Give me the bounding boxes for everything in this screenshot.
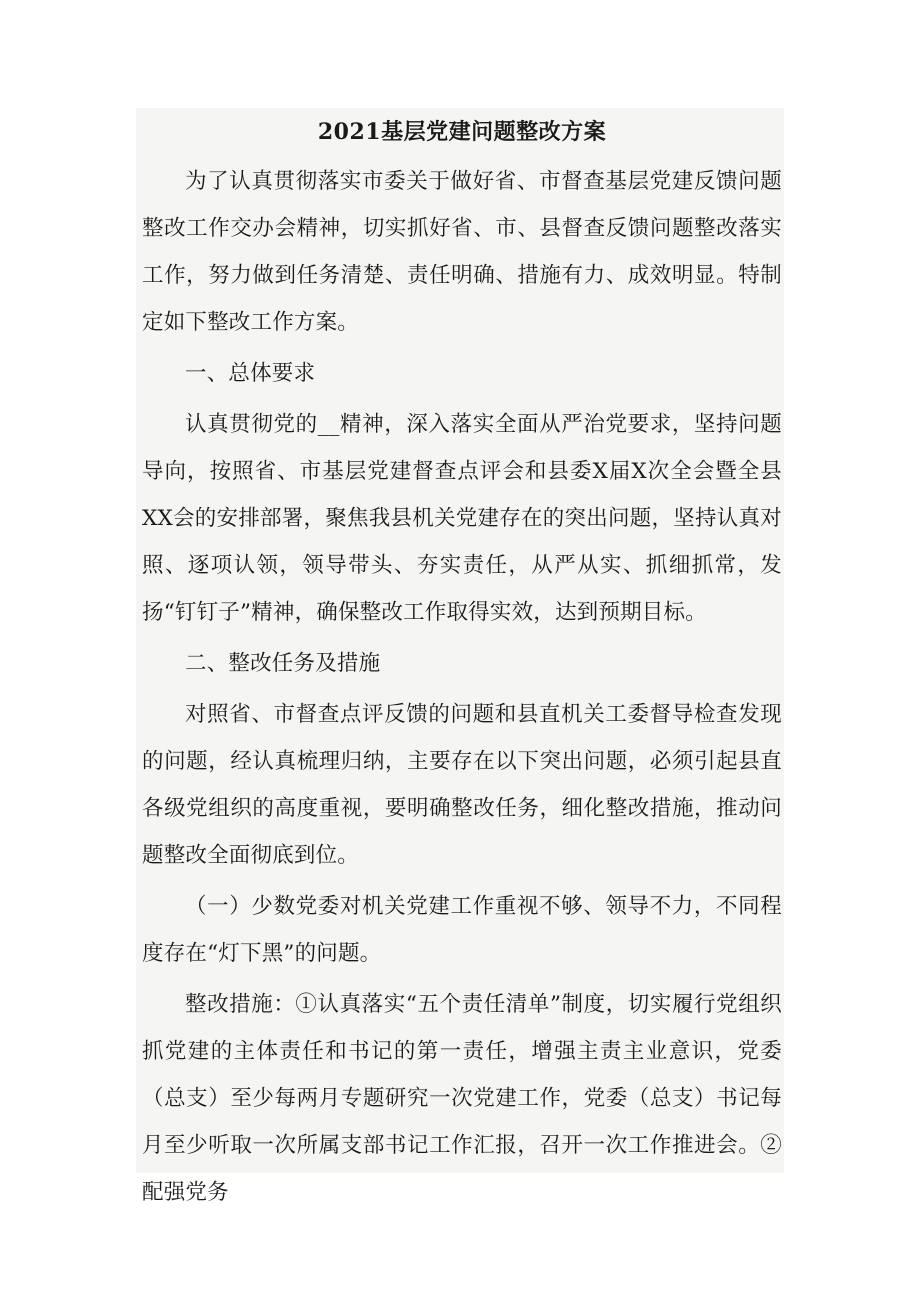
paragraph-intro: 为了认真贯彻落实市委关于做好省、市督查基层党建反馈问题整改工作交办会精神，切实抓好省、市、县督查反馈问题整改落实工作，努力做到任务清楚、责任明确、措施有力、成效明显。特制定如下整改工作方案。 (142, 169, 782, 335)
paragraph-tasks-measures: 对照省、市督查点评反馈的问题和县直机关工委督导检查发现的问题，经认真梳理归纳，主要存在以下突出问题，必须引起县直各级党组织的高度重视，要明确整改任务，细化整改措施，推动问题整改全面彻底到位。 (142, 702, 782, 868)
document-title: 2021基层党建问题整改方案 (317, 119, 607, 145)
document-body (142, 118, 782, 1216)
paragraph-issue-one: （一）少数党委对机关党建工作重视不够、领导不力，不同程度存在“灯下黑”的问题。 (142, 894, 782, 966)
paragraph-rectification-measures: 整改措施：①认真落实“五个责任清单”制度，切实履行党组织抓党建的主体责任和书记的第一责任，增强主责主业意识，党委（总支）至少每两月专题研究一次党建工作，党委（总支）书记每月至少听取一次所属支部书记工作汇报，召开一次工作推进会。②配强党务 (142, 992, 782, 1205)
paragraph-general-requirements: 认真贯彻党的__精神，深入落实全面从严治党要求，坚持问题导向，按照省、市基层党建督查点评会和县委X届X次全会暨全县XX会的安排部署，聚焦我县机关党建存在的突出问题，坚持认真对照、逐项认领，领导带头、夯实责任，从严从实、抓细抓常，发扬“钉钉子”精神，确保整改工作取得实效，达到预期目标。 (142, 412, 782, 625)
heading-tasks-measures: 二、整改任务及措施 (185, 651, 381, 676)
heading-general-requirements: 一、总体要求 (185, 361, 316, 386)
